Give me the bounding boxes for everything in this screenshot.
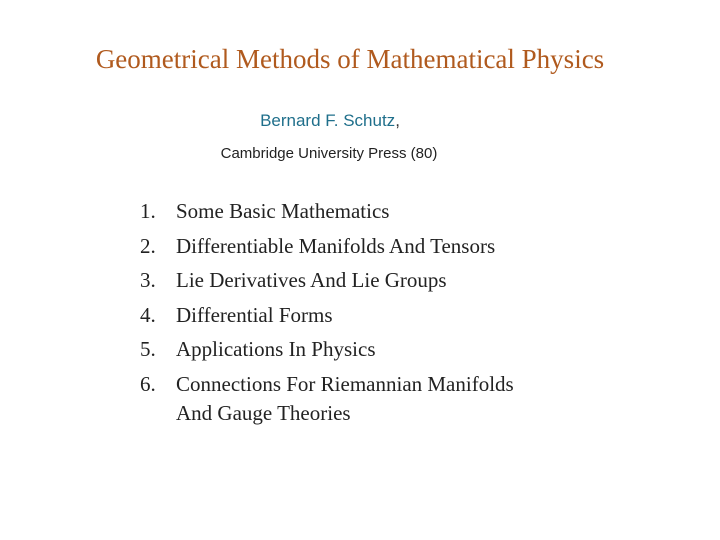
toc-item-3 (140, 266, 660, 295)
author-line (0, 111, 660, 131)
author-comma: , (395, 111, 400, 130)
table-of-contents (140, 197, 660, 428)
toc-number: 6. (140, 371, 156, 396)
toc-item-2 (140, 232, 660, 261)
author-name: Bernard F. Schutz (260, 111, 396, 130)
toc-title: Applications In Physics (176, 337, 376, 361)
publisher-line: Cambridge University Press (80) (220, 145, 438, 162)
toc-item-1 (140, 197, 660, 226)
page-title: Geometrical Methods of Mathematical Physics (95, 44, 605, 74)
toc-title: Lie Derivatives And Lie Groups (176, 268, 447, 292)
toc-number: 4. (140, 302, 156, 327)
toc-number: 5. (140, 337, 156, 361)
toc-title: Differentiable Manifolds And Tensors (176, 233, 496, 258)
toc-number: 1. (140, 199, 156, 223)
toc-title: Differential Forms (176, 302, 333, 327)
toc-item-4 (140, 301, 660, 330)
toc-number: 2. (140, 233, 156, 258)
toc-item-6 (140, 370, 660, 399)
toc-title: Connections For Riemannian Manifolds (176, 371, 514, 396)
toc-number: 3. (140, 268, 156, 292)
toc-item-5 (140, 335, 660, 364)
toc-title: Some Basic Mathematics (176, 199, 390, 223)
toc-title-continuation: And Gauge Theories (176, 400, 351, 425)
